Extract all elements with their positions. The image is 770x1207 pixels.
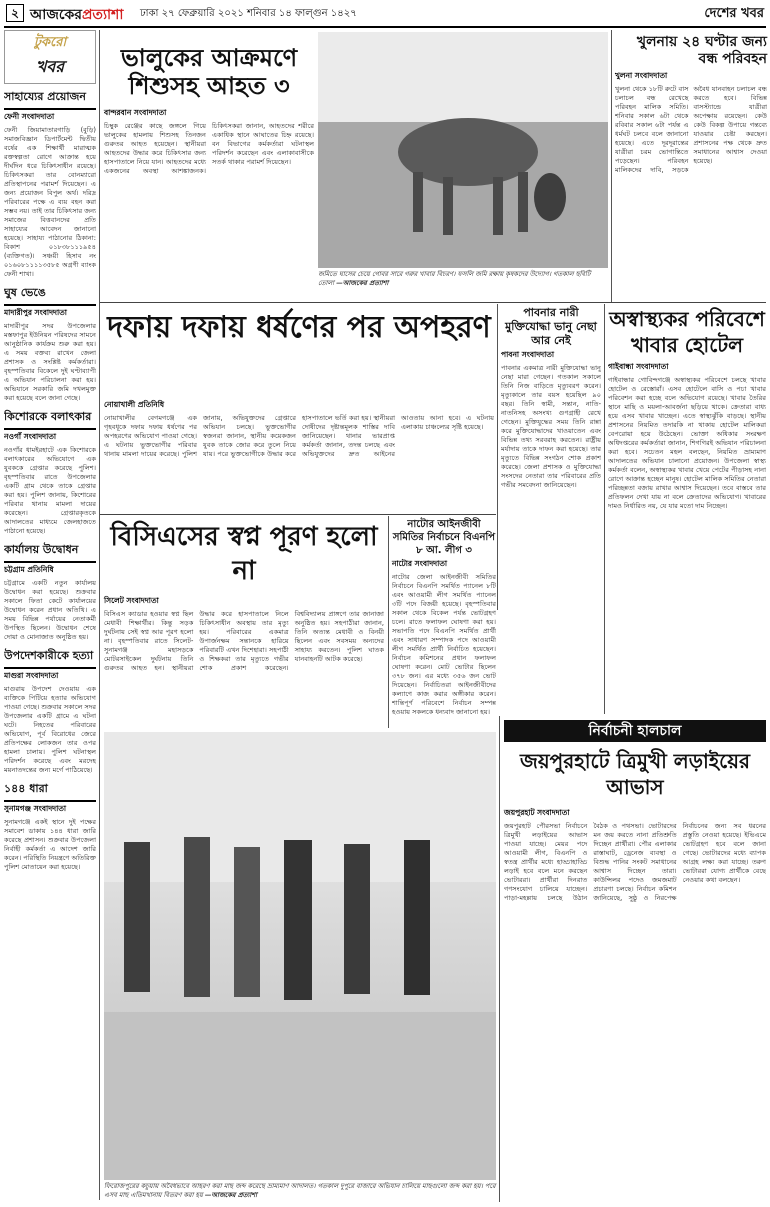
pabna-headline: পাবনার নারী মুক্তিযোদ্ধা ভানু নেছা আর নেই (505, 306, 597, 347)
hotel-byline: গাইবান্ধা সংবাদদাতা (608, 362, 669, 371)
masthead-brand (30, 3, 123, 27)
left-news-title: কার্যালয় উদ্বোধন (4, 541, 96, 563)
bcs-headline: বিসিএসের স্বপ্ন পূরণ হলো না (110, 522, 378, 586)
election-headline: জয়পুরহাটে ত্রিমুখী লড়াইয়ের আভাস (520, 749, 750, 799)
fish-illustration (104, 732, 496, 1180)
left-news-title: সাহায্যের প্রয়োজন (4, 88, 96, 110)
left-news-list (4, 88, 96, 872)
brand-name: প্রত্যাশা (81, 7, 124, 23)
election-body: জয়পুরহাট পৌরসভা নির্বাচনে ত্রিমুখী লড়াইয়ের আভাস পাওয়া যাচ্ছে। মেয়র পদে আওয়ামী লীগ, বিএনপি ও স্বতন্ত্র প্রার্থীর মধ্যে হাড্ডাহাড্ডি লড়াই হবে বলে মনে করছেন ভোটাররা। প্রার্থীরা দিনরাত গণসংযোগ চালিয়ে যাচ্ছেন। পাড়া-মহল্লায় চলছে উঠান বৈঠক ও পথসভা। ভোটারদের মন জয় করতে নানা প্রতিশ্রুতি দিচ্ছেন প্রার্থীরা। পৌর এলাকার রাস্তাঘাট, ড্রেনেজ ব্যবস্থা ও বিশুদ্ধ পানির সংকট সমাধানের আশ্বাস দিচ্ছেন তারা। কাউন্সিলর পদেও জমজমাট প্রচারণা চলছে। নির্বাচন কমিশন জানিয়েছে, সুষ্ঠু ও নিরপেক্ষ নির্বাচনের জন্য সব ধরনের প্রস্তুতি নেওয়া হয়েছে। ইভিএমে ভোটগ্রহণ হবে বলে জানা গেছে। ভোটারদের মধ্যে ব্যাপক আগ্রহ লক্ষ্য করা যাচ্ছে। তরুণ ভোটাররা যোগ্য প্রার্থীকে বেছে নেওয়ার কথা বলছেন। (504, 822, 766, 902)
left-news-item (4, 541, 96, 642)
bcs-body: বিসিএস ক্যাডার হওয়ার স্বপ্ন ছিল মেধাবী শিক্ষার্থীর। কিন্তু সড়ক দুর্ঘটনায় সেই স্বপ্ন আর পূরণ হলো না। বৃহস্পতিবার রাতে সিলেট-সুনামগঞ্জ মহাসড়কে মোটরসাইকেল দুর্ঘটনায় তিনি গুরুতর আহত হন। স্থানীয়রা উদ্ধার করে হাসপাতালে নিলে চিকিৎসাধীন অবস্থায় তার মৃত্যু হয়। পরিবারের একমাত্র উপার্জনক্ষম সন্তানকে হারিয়ে পরিবারটি এখন দিশেহারা। সহপাঠী ও শিক্ষকরা তার মৃত্যুতে গভীর শোক প্রকাশ করেছেন। বিশ্ববিদ্যালয় প্রাঙ্গণে তার জানাজা অনুষ্ঠিত হয়। সহপাঠীরা জানান, তিনি অত্যন্ত মেধাবী ও বিনয়ী ছিলেন এবং সবসময় অন্যদের সাহায্য করতেন। পুলিশ ঘাতক যানবাহনটি আটক করেছে। (104, 610, 384, 672)
fish-photo (104, 732, 496, 1180)
left-news-byline: চট্টগ্রাম প্রতিনিধি (4, 565, 54, 574)
lawyers-byline: নাটোর সংবাদদাতা (392, 559, 448, 568)
pabna-story (501, 306, 601, 622)
pabna-byline: পাবনা সংবাদদাতা (501, 350, 555, 359)
left-news-body: মাদারীপুর সদর উপজেলার মস্তফাপুর ইউনিয়ন পরিষদের সামনে আনুষ্ঠানিক কার্যক্রম শুরু করা হয়। এ সময় বক্তব্য রাখেন জেলা প্রশাসক ও সংশ্লিষ্ট কর্মকর্তারা। বৃহস্পতিবার বিকেলে দুই ঘণ্টাব্যাপী এ অভিযান পরিচালনা করা হয়। অভিযানে সরকারি জমি দখলমুক্ত করা হয়েছে বলে জানা গেছে। (4, 322, 96, 402)
hotel-body: গাইবান্ধার গোবিন্দগঞ্জে অস্বাস্থ্যকর পরিবেশে চলছে খাবার হোটেল ও রেস্তোরাঁ। এসব হোটেলে বাসি ও পচা খাবার পরিবেশন করা হচ্ছে বলে অভিযোগ রয়েছে। খাবার তৈরির স্থানে মাছি ও ময়লা-আবর্জনা ছড়িয়ে থাকে। ক্রেতারা বাধ্য হয়ে এসব খাবার খাচ্ছেন। এতে স্বাস্থ্যঝুঁকি বাড়ছে। স্থানীয় প্রশাসনের নিয়মিত তদারকি না থাকায় হোটেল মালিকরা বেপরোয়া হয়ে উঠেছেন। ভোক্তা অধিকার সংরক্ষণ অধিদপ্তরের কর্মকর্তারা জানান, শিগগিরই অভিযান পরিচালনা করা হবে। সচেতন মহল বলছেন, নিয়মিত ভ্রাম্যমাণ আদালতের অভিযান চালানো প্রয়োজন। উপজেলা স্বাস্থ্য কর্মকর্তা বলেন, অস্বাস্থ্যকর খাবার খেয়ে পেটের পীড়াসহ নানা রোগে আক্রান্ত হচ্ছেন মানুষ। হোটেল মালিক সমিতির নেতারা পরিচ্ছন্নতা বজায় রাখার আশ্বাস দিয়েছেন। তবে বাস্তবে তার প্রতিফলন দেখা যায় না বলে ক্রেতাদের অভিযোগ। খাবারের দামও নির্ধারিত নয়, যে যার মতো দাম নিচ্ছেন। (608, 376, 766, 510)
left-news-byline: নওগাঁ সংবাদদাতা (4, 432, 57, 441)
lawyers-body: নাটোর জেলা আইনজীবী সমিতির নির্বাচনে বিএনপি সমর্থিত প্যানেল ৮টি এবং আওয়ামী লীগ সমর্থিত প্যানেল ৩টি পদে বিজয়ী হয়েছে। বৃহস্পতিবার সকাল থেকে বিকেল পর্যন্ত ভোটগ্রহণ চলে। রাতে ফলাফল ঘোষণা করা হয়। সভাপতি পদে বিএনপি সমর্থিত প্রার্থী এবং সাধারণ সম্পাদক পদে আওয়ামী লীগ সমর্থিত প্রার্থী নির্বাচিত হয়েছেন। নির্বাচন কমিশনের প্রধান ফলাফল ঘোষণা করেন। মোট ভোটার ছিলেন ৩৭৮ জন। এর মধ্যে ৩৫৬ জন ভোট দিয়েছেন। নির্বাচিতরা আইনজীবীদের কল্যাণে কাজ করার অঙ্গীকার করেন। শান্তিপূর্ণ পরিবেশে নির্বাচন সম্পন্ন হওয়ায় সকলকে ধন্যবাদ জানানো হয়। (392, 573, 496, 716)
lawyers-headline: নাটোর আইনজীবী সমিতির নির্বাচনে বিএনপি ৮ আ. লীগ ৩ (392, 519, 496, 556)
header-divider (4, 26, 766, 28)
left-news-title: ঘুষ ভেঙে (4, 284, 96, 306)
left-news-byline: ফেনী সংবাদদাতা (4, 112, 55, 121)
cow-caption-text: জমিতে ঘাসের চেয়ে গোবর সারে গরুর খাবার বিচরণ। ফসলি জমি রক্ষায় কৃষকদের উদ্যোগ। গতকাল ছবিটি তোলা (318, 270, 591, 287)
bcs-byline: সিলেট সংবাদদাতা (104, 596, 159, 605)
page-header (0, 0, 770, 26)
cow-illustration (318, 32, 608, 268)
logo-line2: খবর (35, 57, 65, 76)
khulna-byline: খুলনা সংবাদদাতা (615, 71, 668, 80)
fish-caption-credit: —আজকের প্রত্যাশা (204, 1190, 257, 1199)
left-news-byline: মাদারীপুর সংবাদদাতা (4, 308, 67, 317)
lawyers-story (392, 518, 496, 733)
bcs-story (104, 596, 384, 738)
election-banner-label: নির্বাচনী হালচাল (504, 720, 766, 742)
dateline: ঢাকা ২৭ ফেব্রুয়ারি ২০২১ শনিবার ১৪ ফাল্গুন ১৪২৭ (140, 8, 357, 19)
khulna-headline: খুলনায় ২৪ ঘণ্টার জন্য বন্ধ পরিবহন (636, 34, 767, 67)
pabna-body: পাবনার একমাত্র নারী মুক্তিযোদ্ধা ভানু নেছা মারা গেছেন। গতকাল সকালে তিনি নিজ বাড়িতে মৃত্যুবরণ করেন। মৃত্যুকালে তার বয়স হয়েছিল ৯০ বছর। তিনি স্বামী, সন্তান, নাতি-নাতনিসহ অসংখ্য গুণগ্রাহী রেখে গেছেন। মুক্তিযুদ্ধের সময় তিনি রান্না করে মুক্তিযোদ্ধাদের খাওয়াতেন এবং বিভিন্ন তথ্য সরবরাহ করতেন। রাষ্ট্রীয় মর্যাদায় তাকে দাফন করা হয়েছে। তার মৃত্যুতে বিভিন্ন সংগঠন শোক প্রকাশ করেছে। জেলা প্রশাসক ও মুক্তিযোদ্ধা সংসদের নেতারা তার পরিবারের প্রতি গভীর সমবেদনা জানিয়েছেন। (501, 364, 601, 489)
left-news-byline: সুনামগঞ্জ সংবাদদাতা (4, 804, 67, 813)
bear-story (104, 108, 314, 312)
bear-byline: বান্দরবান সংবাদদাতা (104, 108, 167, 117)
left-news-item (4, 647, 96, 775)
section-divider (100, 302, 766, 303)
cow-photo (318, 32, 608, 268)
left-news-item (4, 780, 96, 872)
section-divider (100, 514, 496, 515)
logo-line1: টুকরো (33, 35, 67, 50)
left-news-body: সুনামগঞ্জে একই স্থানে দুই পক্ষের সমাবেশ ডাকায় ১৪৪ ধারা জারি করেছে প্রশাসন। শুক্রবার উপজেলা নির্বাহী কর্মকর্তা এ আদেশ জারি করেন। পরিস্থিতি নিয়ন্ত্রণে অতিরিক্ত পুলিশ মোতায়েন করা হয়েছে। (4, 818, 96, 871)
left-news-body: চট্টগ্রামে একটি নতুন কার্যালয় উদ্বোধন করা হয়েছে। শুক্রবার সকালে ফিতা কেটে কার্যালয়ের উদ্বোধন করেন প্রধান অতিথি। এ সময় বিভিন্ন পর্যায়ের নেতাকর্মী উপস্থিত ছিলেন। উদ্বোধন শেষে দোয়া ও মোনাজাত অনুষ্ঠিত হয়। (4, 579, 96, 641)
column-divider (497, 304, 498, 610)
left-news-title: উপদেশকারীকে হত্যা (4, 647, 96, 669)
tukro-khobor-logo (4, 30, 96, 84)
election-byline: জয়পুরহাট সংবাদদাতা (504, 808, 570, 817)
left-news-body: মাগুরায় উপদেশ দেওয়ায় এক ব্যক্তিকে পিটিয়ে হত্যার অভিযোগ পাওয়া গেছে। শুক্রবার সকালে সদর উপজেলার একটি গ্রামে এ ঘটনা ঘটে। নিহতের পরিবারের অভিযোগ, পূর্ব বিরোধের জেরে প্রতিপক্ষের লোকজন তার ওপর হামলা চালায়। পুলিশ ঘটনাস্থল পরিদর্শন করেছে এবং মরদেহ ময়নাতদন্তের জন্য মর্গে পাঠিয়েছে। (4, 685, 96, 774)
hotel-story (608, 306, 766, 696)
page-number: ২ (6, 4, 24, 22)
fish-caption-text: ফিরোজপুরের কচুয়ায় অবৈধভাবে আহরণ করা মাছ জব্দ করেছে ভ্রাম্যমাণ আদালত। গতকাল দুপুরে বাজারে অভিযান চালিয়ে মাছগুলো জব্দ করা হয়। পরে এসব মাছ এতিমখানায় বিতরণ করা হয় (104, 1182, 496, 1199)
khulna-body: খুলনা থেকে ১৮টি রুটে বাস চলাচল বন্ধ রেখেছে পরিবহন মালিক সমিতি। শনিবার সকাল ৬টা থেকে রবিবার সকাল ৬টা পর্যন্ত এ ধর্মঘট চলবে বলে জানানো হয়েছে। এতে দূরদূরান্তের যাত্রীরা চরম ভোগান্তিতে পড়েছেন। পরিবহন মালিকদের দাবি, সড়কে অবৈধ যানবাহন চলাচল বন্ধ করতে হবে। বিভিন্ন বাসস্ট্যান্ডে যাত্রীরা অপেক্ষায় রয়েছেন। কেউ কেউ বিকল্প উপায়ে গন্তব্যে যাওয়ার চেষ্টা করছেন। প্রশাসনের পক্ষ থেকে দ্রুত সমাধানের আশ্বাস দেওয়া হয়েছে। (615, 85, 767, 174)
brand-prefix: আজকের (30, 7, 82, 23)
left-news-item (4, 284, 96, 403)
column-divider (99, 30, 100, 1200)
cow-caption (318, 270, 608, 287)
rape-body: নোয়াখালীর বেগমগঞ্জে এক গৃহবধূকে দফায় দফায় ধর্ষণের পর অপহরণের অভিযোগ পাওয়া গেছে। এ ঘটনায় ভুক্তভোগীর পরিবার থানায় মামলা দায়ের করেছে। পুলিশ জানায়, অভিযুক্তদের গ্রেপ্তারে অভিযান চলছে। ভুক্তভোগীর স্বজনরা জানান, স্থানীয় কয়েকজন যুবক তাকে জোর করে তুলে নিয়ে যায়। পরে ভুক্তভোগীকে উদ্ধার করে হাসপাতালে ভর্তি করা হয়। স্থানীয়রা দোষীদের দৃষ্টান্তমূলক শাস্তির দাবি জানিয়েছেন। থানার ভারপ্রাপ্ত কর্মকর্তা জানান, তদন্ত চলছে এবং অভিযুক্তদের দ্রুত আইনের আওতায় আনা হবে। এ ঘটনায় এলাকায় চাঞ্চল্যের সৃষ্টি হয়েছে। (104, 414, 494, 458)
column-divider (499, 716, 500, 1202)
khulna-story (615, 34, 767, 305)
hotel-headline: অস্বাস্থ্যকর পরিবেশে খাবার হোটেল (609, 307, 765, 357)
rape-story (104, 400, 494, 522)
column-divider (388, 516, 389, 728)
column-divider (604, 304, 605, 714)
left-news-title: কিশোরকে বলাৎকার (4, 408, 96, 430)
bear-body: চিম্বুক রেঞ্জের কাছে জঙ্গলে গিয়ে ভালুকের হামলায় শিশুসহ তিনজন গুরুতর আহত হয়েছেন। স্থানীয়রা আহতদের উদ্ধার করে চিকিৎসার জন্য হাসপাতালে নিয়ে যান। আহতদের মধ্যে একজনের অবস্থা আশঙ্কাজনক। চিকিৎসকরা জানান, আহতদের শরীরে একাধিক স্থানে আঘাতের চিহ্ন রয়েছে। বন বিভাগের কর্মকর্তারা ঘটনাস্থল পরিদর্শন করেছেন এবং এলাকাবাসীকে সতর্ক থাকার পরামর্শ দিয়েছেন। (104, 122, 314, 175)
left-news-body: ফেনী জিয়ামাতারগাড়ি (বুড়ি) সমাজবিজ্ঞান ডিপার্টমেন্ট দ্বিতীয় বর্ষের এক শিক্ষার্থী মারাত্মক রক্তস্বল্পতা রোগে আক্রান্ত হয়ে দীর্ঘদিন ধরে চিকিৎসাধীন রয়েছে। চিকিৎসকরা তার বোনম্যারো প্রতিস্থাপনের পরামর্শ দিয়েছেন। এ জন্য প্রয়োজন বিপুল অর্থ। দরিদ্র পরিবারের পক্ষে এ ব্যয় বহন করা সম্ভব নয়। তাই তার চিকিৎসার জন্য সমাজের বিত্তবানদের প্রতি সাহায্যের আবেদন জানানো হয়েছে। সাহায্য পাঠানোর ঠিকানা: বিকাশ ০১৮৩৮১১১৯৫৪ (ব্যক্তিগত)। সঞ্চয়ী হিসাব নং ০১৬০৮১১১১৩৫৮৫ অগ্রণী ব্যাংক ফেনী শাখা। (4, 126, 96, 278)
section-title: দেশের খবর (704, 6, 764, 21)
election-story (504, 808, 766, 1202)
left-news-title: ১৪৪ ধারা (4, 780, 96, 802)
bear-headline: ভালুকের আক্রমণে শিশুসহ আহত ৩ (120, 44, 298, 100)
cow-caption-credit: —আজকের প্রত্যাশা (336, 278, 389, 287)
left-column (4, 30, 96, 1202)
rape-byline: নোয়াখালী প্রতিনিধি (104, 400, 165, 409)
left-news-item (4, 408, 96, 536)
left-news-body: নওগাঁর ধামইরহাটে এক কিশোরকে বলাৎকারের অভিযোগে এক যুবককে গ্রেপ্তার করেছে পুলিশ। বৃহস্পতিবার রাতে উপজেলার একটি গ্রাম থেকে তাকে গ্রেপ্তার করা হয়। পুলিশ জানায়, কিশোরের পরিবার থানায় মামলা দায়ের করেছেন। গ্রেপ্তারকৃতকে আদালতের মাধ্যমে জেলহাজতে পাঠানো হয়েছে। (4, 446, 96, 535)
column-divider (611, 30, 612, 302)
left-news-byline: মাগুরা সংবাদদাতা (4, 671, 59, 680)
left-news-item (4, 88, 96, 279)
rape-headline: দফায় দফায় ধর্ষণের পর অপহরণ (107, 310, 491, 345)
fish-caption (104, 1182, 496, 1199)
